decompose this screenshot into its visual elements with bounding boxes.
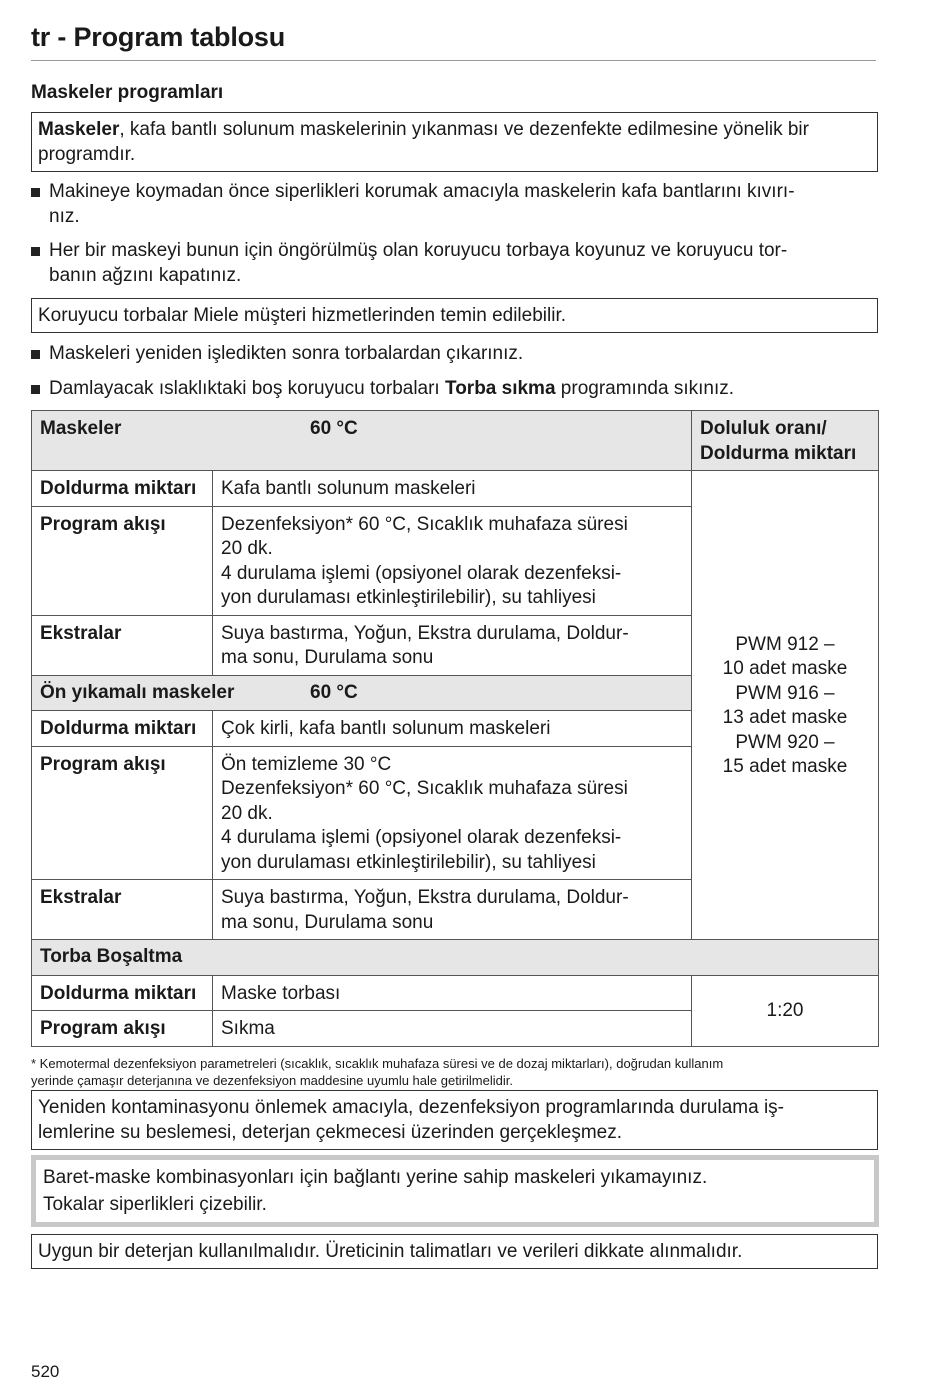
row-label: Doldurma miktarı [32,975,213,1011]
capacity-cell: 1:20 [692,975,879,1046]
note-text: Koruyucu torbalar Miele müşteri hizmetlerinden temin edilebilir. [38,305,567,326]
row-label: Program akışı [32,746,213,880]
bullet-bold-term: Torba sıkma [445,378,556,399]
intro-box [31,112,878,172]
intro-text: , kafa bantlı solunum maskelerinin yıkanması ve dezenfekte edilmesine yönelik bir programdır. [38,119,809,165]
row-value [213,746,692,880]
info-box [31,1234,878,1269]
capacity-cell [692,471,879,940]
intro-bold-term: Maskeler [38,119,120,140]
note-box [31,298,878,333]
info-line: lemlerine su beslemesi, deterjan çekmecesi üzerinden gerçekleşmez. [38,1122,622,1143]
row-label: Ekstralar [32,880,213,940]
group-header-cell [32,675,692,711]
value-line: ma sonu, Durulama sonu [221,911,434,933]
bullet-square-icon [31,247,40,256]
group-name: Torba Boşaltma [32,940,879,976]
row-label: Doldurma miktarı [32,471,213,507]
row-value: Sıkma [213,1011,692,1047]
capacity-line: PWM 912 – [735,633,835,655]
bullet-item [31,376,871,401]
program-temp: 60 °C [310,418,358,439]
table-header-row [32,411,879,471]
program-table [31,410,879,1047]
value-line: Suya bastırma, Yoğun, Ekstra durulama, Doldur- [221,887,629,908]
value-line: 4 durulama işlemi (opsiyonel olarak dezenfeksi- [221,562,622,584]
row-label: Program akışı [32,1011,213,1047]
bullet-item [31,341,871,366]
row-label: Program akışı [32,506,213,615]
value-line: 4 durulama işlemi (opsiyonel olarak dezenfeksi- [221,827,622,848]
footnote [31,1055,879,1089]
table-row [32,975,879,1011]
value-line: 20 dk. [221,538,273,559]
row-label: Doldurma miktarı [32,711,213,747]
capacity-header-line: Doluluk oranı/ [700,418,827,439]
capacity-line: 13 adet maske [722,707,848,728]
bullet-square-icon [31,385,40,394]
capacity-line: 10 adet maske [722,658,848,679]
info-box [31,1090,878,1150]
group-name: Ön yıkamalı maskeler [40,681,235,703]
warning-line: Baret-maske kombinasyonları için bağlantı yerine sahip maskeleri yıkamayınız. [43,1167,708,1188]
value-line: Ön temizleme 30 °C [221,753,392,775]
bullet-line: nız. [49,206,80,227]
row-value: Maske torbası [213,975,692,1011]
bullet-line: banın ağzını kapatınız. [49,265,242,286]
value-line: yon durulaması etkinleştirilebilir), su tahliyesi [221,587,596,608]
bullet-square-icon [31,188,40,197]
value-line: Dezenfeksiyon* 60 °C, Sıcaklık muhafaza süresi [221,778,628,799]
value-line: 20 dk. [221,802,273,824]
warning-content [36,1160,874,1222]
row-value [213,880,692,940]
row-value: Kafa bantlı solunum maskeleri [213,471,692,507]
section-heading: Maskeler programları [31,82,224,103]
bullet-line: Makineye koymadan önce siperlikleri korumak amacıyla maskelerin kafa bantlarını kıvırı- [49,181,795,202]
bullet-item [31,238,871,288]
page-number: 520 [31,1362,60,1381]
capacity-header-line: Doldurma miktarı [700,442,857,464]
info-text: Uygun bir deterjan kullanılmalıdır. Üreticinin talimatları ve verileri dikkate alınmalıdır. [38,1241,743,1262]
title-divider [31,60,876,61]
capacity-header [692,411,879,471]
capacity-line: PWM 916 – [735,682,835,704]
info-line: Yeniden kontaminasyonu önlemek amacıyla, dezenfeksiyon programlarında durulama iş- [38,1097,784,1118]
bullet-item [31,179,871,229]
bullet-text: Damlayacak ıslaklıktaki boş koruyucu torbaları [49,378,445,399]
row-label: Ekstralar [32,615,213,675]
row-value: Çok kirli, kafa bantlı solunum maskeleri [213,711,692,747]
table-header-cell [32,411,692,471]
warning-line: Tokalar siperlikleri çizebilir. [43,1194,267,1215]
table-group-row [32,940,879,976]
warning-box [31,1155,879,1227]
group-temp: 60 °C [310,681,358,703]
value-line: yon durulaması etkinleştirilebilir), su tahliyesi [221,851,596,873]
table-row [32,471,879,507]
program-name: Maskeler [40,418,122,439]
bullet-text: Maskeleri yeniden işledikten sonra torbalardan çıkarınız. [49,343,524,364]
footnote-line: yerinde çamaşır deterjanına ve dezenfeksiyon maddesine uyumlu hale getirilmelidir. [31,1073,513,1088]
capacity-line: PWM 920 – [735,731,835,753]
row-value [213,506,692,615]
capacity-line: 15 adet maske [722,756,848,777]
row-value [213,615,692,675]
bullet-line: Her bir maskeyi bunun için öngörülmüş olan koruyucu torbaya koyunuz ve koruyucu tor- [49,240,788,261]
footnote-line: * Kemotermal dezenfeksiyon parametreleri (sıcaklık, sıcaklık muhafaza süresi ve de dozaj miktarları), doğrudan kullanım [31,1056,724,1071]
value-line: Suya bastırma, Yoğun, Ekstra durulama, Doldur- [221,622,629,644]
page-title: tr - Program tablosu [31,22,286,52]
value-line: ma sonu, Durulama sonu [221,647,434,668]
value-line: Dezenfeksiyon* 60 °C, Sıcaklık muhafaza süresi [221,513,628,535]
bullet-text: programında sıkınız. [555,378,734,399]
bullet-square-icon [31,350,40,359]
